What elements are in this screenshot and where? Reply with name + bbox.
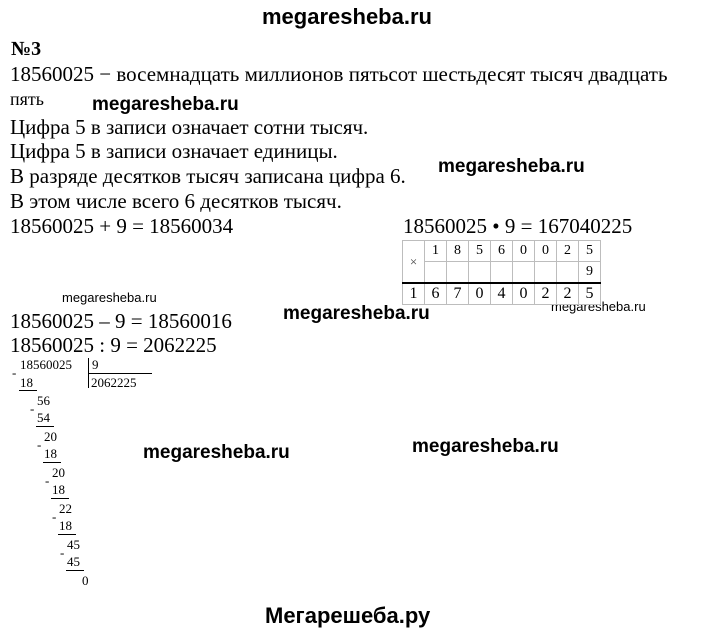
- division-step: 18: [52, 482, 65, 497]
- grid-cell: [557, 262, 579, 284]
- division-step: 20: [44, 429, 57, 444]
- minus-sign: -: [30, 401, 35, 416]
- watermark-inline: megaresheba.ru: [438, 156, 585, 177]
- product-equation: 18560025 • 9 = 167040225: [403, 214, 633, 238]
- minus-sign: -: [60, 545, 65, 560]
- difference-equation: 18560025 – 9 = 18560016: [10, 309, 232, 333]
- division-step: 18: [59, 518, 72, 533]
- task-line: В этом числе всего 6 десятков тысяч.: [10, 189, 342, 213]
- grid-cell: 7: [447, 283, 469, 305]
- grid-cell: 6: [491, 241, 513, 262]
- minus-sign: -: [45, 473, 50, 488]
- minus-sign: -: [37, 437, 42, 452]
- grid-cell: 4: [491, 283, 513, 305]
- grid-cell: [513, 262, 535, 284]
- task-line: Цифра 5 в записи означает единицы.: [10, 139, 338, 163]
- grid-cell: [491, 262, 513, 284]
- quotient-equation: 18560025 : 9 = 2062225: [10, 333, 217, 357]
- minus-sign: -: [52, 509, 57, 524]
- task-line: 18560025 − восемнадцать миллионов пятьсот шестьдесят тысяч двадцать: [10, 62, 668, 86]
- task-number: №3: [11, 38, 42, 60]
- grid-cell: 1: [425, 241, 447, 262]
- grid-cell: 2: [557, 241, 579, 262]
- watermark-bottom: Мегарешеба.ру: [265, 603, 431, 628]
- grid-cell: 1: [403, 283, 425, 305]
- grid-cell: 5: [579, 241, 601, 262]
- grid-cell: 2: [535, 283, 557, 305]
- sum-equation: 18560025 + 9 = 18560034: [10, 214, 234, 238]
- division-line: [58, 534, 76, 535]
- watermark-top: megaresheba.ru: [262, 4, 432, 29]
- grid-cell: 8: [447, 241, 469, 262]
- division-line: [36, 426, 54, 427]
- division-divisor: 9: [92, 357, 99, 372]
- multiply-sign: ×: [403, 241, 425, 284]
- grid-cell: [535, 262, 557, 284]
- division-step: 18: [44, 446, 57, 461]
- grid-cell: [469, 262, 491, 284]
- division-dividend: 18560025: [20, 357, 72, 372]
- division-step: 56: [37, 393, 50, 408]
- grid-cell: 5: [579, 283, 601, 305]
- grid-cell: 0: [469, 283, 491, 305]
- grid-row-multiplier: [403, 262, 601, 284]
- grid-row-multiplicand: [403, 241, 601, 262]
- division-step: 45: [67, 537, 80, 552]
- division-step: 45: [67, 554, 80, 569]
- task-line: пять: [10, 89, 44, 109]
- division-line: [66, 570, 84, 571]
- watermark-inline: megaresheba.ru: [92, 94, 239, 115]
- grid-cell: 2: [557, 283, 579, 305]
- grid-cell: 5: [469, 241, 491, 262]
- grid-cell: 0: [513, 283, 535, 305]
- division-line: [43, 462, 61, 463]
- watermark-inline: megaresheba.ru: [62, 290, 157, 305]
- division-step: 22: [59, 501, 72, 516]
- grid-cell: [447, 262, 469, 284]
- task-line: Цифра 5 в записи означает сотни тысяч.: [10, 115, 369, 139]
- watermark-inline: megaresheba.ru: [283, 303, 430, 324]
- watermark-inline: megaresheba.ru: [551, 299, 646, 314]
- division-remainder: 0: [82, 573, 89, 588]
- division-line: [19, 390, 37, 391]
- division-line: [51, 498, 69, 499]
- division-step: 20: [52, 465, 65, 480]
- task-line: В разряде десятков тысяч записана цифра 6.: [10, 164, 406, 188]
- division-quotient: 2062225: [91, 375, 137, 390]
- division-step: 18: [20, 375, 33, 390]
- division-quotient-bar: [88, 373, 152, 374]
- minus-sign: -: [12, 365, 17, 380]
- grid-cell: 0: [513, 241, 535, 262]
- multiplication-grid: [402, 240, 601, 305]
- grid-cell: [425, 262, 447, 284]
- grid-cell: 0: [535, 241, 557, 262]
- grid-cell: 6: [425, 283, 447, 305]
- grid-row-result: [403, 283, 601, 305]
- watermark-inline: megaresheba.ru: [143, 442, 290, 463]
- division-step: 54: [37, 410, 50, 425]
- watermark-inline: megaresheba.ru: [412, 436, 559, 457]
- grid-cell: 9: [579, 262, 601, 284]
